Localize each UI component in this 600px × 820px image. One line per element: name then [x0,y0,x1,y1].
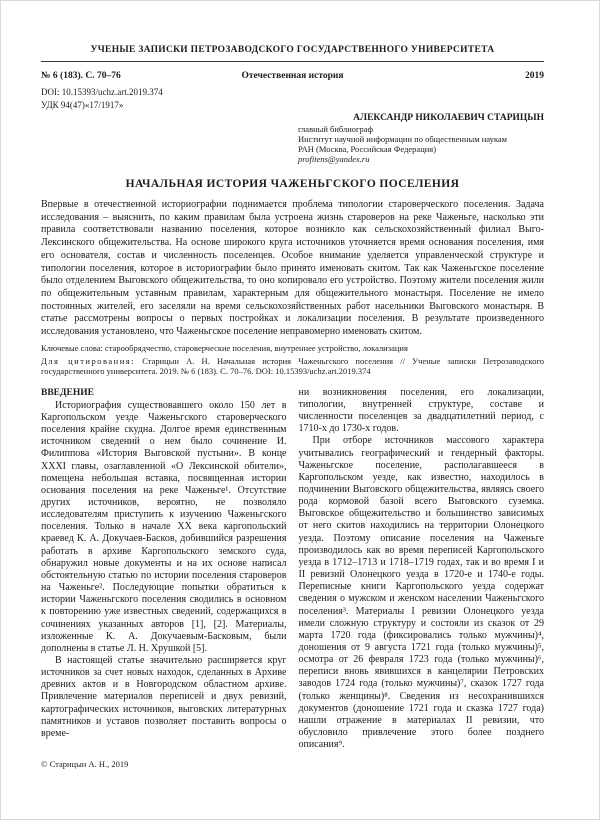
udc-line: УДК 94(47)«17/1917» [41,100,124,110]
doi-line: DOI: 10.15393/uchz.art.2019.374 [41,87,163,97]
abstract-text: Впервые в отечественной историографии поднимается проблема типологии староверческого поселения. Задача исследования – выяснить, по каким правилам была устроена жизнь староверов на реке Чаженьге, насколько эти правила соответствовали названию поселения, которое возникло как сельскохозяйственный филиал Выго-Лексинского общежительства. На основе широкого круга источников уточняется время основания поселения, имя его основателя, состав и численность поселенцев. Особое внимание уделяется управленческой структуре и типологии поселения, которое в историографии было принято именовать скитом. Так как Чаженьгское поселение было отделением Выговского общежительства, то оно копировало его устройство. Поэтому жители поселения жили по общежительным уставным правилам, характерным для общежительного монастыря. Поселение не имело постоянных жителей, его заселяли на время сельскохозяйственных работ насельники Выговского монастыря. В статье рассмотрены вопросы о первых постройках и локализации поселения. В результате произведенного исследования установлено, что Чаженьгское поселение неправомерно именовать скитом. [41,199,544,338]
issue-info: № 6 (183). С. 70–76 [41,71,121,81]
citation-line [41,356,544,377]
section-heading-introduction: ВВЕДЕНИЕ [41,387,94,398]
right-column [299,387,545,752]
section-name: Отечественная история [241,71,344,81]
citation-text: Старицын А. Н. Начальная история Чаженьгского поселения // Ученые записки Петрозаводского государственного университета. 2019. № 6 (183). С. 70–76. DOI: 10.15393/uchz.art.2019.374 [41,355,545,377]
body-columns [41,387,544,752]
author-name: АЛЕКСАНДР НИКОЛАЕВИЧ СТАРИЦЫН [353,113,544,123]
left-column-paragraph-1: Историография существовавшего около 150 лет в Каргопольском уезде Чаженьгского староверческого поселения крайне скудна. Долгое время единственным источником сведений о нем было сочинение И. Филиппова «История Выговской пустыни». В конце XXXI главы, озаглавленной «О Лексинской обители», помещена небольшая вставка, посвященная истории основания поселения на реке Чаженьге¹. Отсутствие других источников, вероятно, не позволяло исследователям приступить к изучению Чаженьгского поселения. Только в начале XX века каргопольский краевед К. А. Докучаев-Басков, добившийся разрешения работать в архиве Каргопольского земского суда, обнаружил новые документы и на их основе написал обстоятельную статью по истории поселения староверов на Чаженьге². Последующие попытки обратиться к истории Чаженьгского поселения сводились в основном к повторению уже известных сведений, содержащихся в сочинениях указанных авторов [1], [2]. Материалы, изложенные К. А. Докучаевым-Басковым, были дополнены в статье Л. Н. Хрушкой [5]. [41,399,287,654]
author-email: profitens@yandex.ru [298,154,370,164]
author-position: главный библиограф [298,124,374,134]
author-block [298,113,544,164]
copyright-line: © Старицын А. Н., 2019 [41,759,129,770]
citation-label: Для цитирования: [41,355,136,366]
article-title: НАЧАЛЬНАЯ ИСТОРИЯ ЧАЖЕНЬГСКОГО ПОСЕЛЕНИЯ [125,178,460,190]
right-column-paragraph-2: При отборе источников массового характера учитывались географический и гендерный факторы. Чаженьгское поселение, располагавшееся в Каргопольском уезде, как известно, находилось в подчинении Выговского общежительства, являясь своего рода кормовой базой всего Выговского суземка. Выговское общежительство и большинство зависимых от него скитов находились на территории Олонецкого уезда. Поэтому описание поселения на Чаженьге производилось как во время переписей Каргопольского уезда в 1712–1713 и 1718–1719 годах, так и во время I и II ревизий Олонецкого уезда в 1720-е и 1740-е годы. Переписные книги Каргопольского уезда содержат сведения о мужском и женском населении Чаженьгского поселения³. Материалы I ревизии Олонецкого уезда имели сложную структуру и состояли из сказок от 29 марта 1720 года (фиксировались только мужчины)⁴, доношения от 9 августа 1721 года (только мужчины)⁵, осмотра от 26 февраля 1723 года (только мужчины)⁶, переписи вновь явившихся в канцелярии Петровских заводов 1724 года (только мужчины)⁷, сказок 1727 года (только женщины)⁸. Сведения из несохранившихся документов (доношение 1721 года и сказка 1727 года) нашли отражение в материалах II ревизии, что обусловило привлечение этого более позднего описания⁹. [298,435,544,751]
keywords-line [41,343,544,353]
author-affiliation-line2: РАН (Москва, Российская Федерация) [298,144,437,154]
header-rule [41,61,544,62]
keywords-label: Ключевые слова: [41,342,103,353]
publication-year: 2019 [525,71,545,81]
keywords-text: старообрядчество, староверческие поселения, внутреннее устройство, локализация [105,342,408,353]
left-column [41,387,287,752]
meta-row [41,70,544,82]
journal-header: УЧЕНЫЕ ЗАПИСКИ ПЕТРОЗАВОДСКОГО ГОСУДАРСТВЕННОГО УНИВЕРСИТЕТА [90,45,495,55]
author-affiliation-line1: Институт научной информации по общественным наукам [298,134,508,144]
left-column-paragraph-2: В настоящей статье значительно расширяется круг источников за счет новых находок, сделанных в Архиве древних актов и в Новгородском областном архиве. Привлечение материалов переписей и двух ревизий, картографических источников, выговских литературных памятников и уставов позволяет поставить вопросы о време- [41,655,287,739]
right-column-paragraph-1: ни возникновения поселения, его локализации, типологии, внутренней структуре, составе и численности поселенцев за двадцатилетний период, с 1710-х до 1730-х годов. [298,386,544,435]
